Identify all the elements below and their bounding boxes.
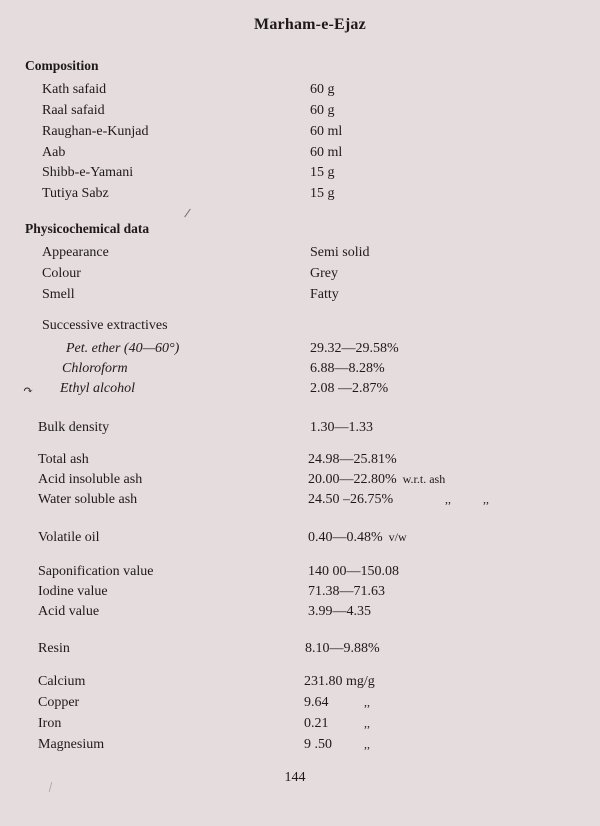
data-row-appearance: [0, 245, 600, 265]
property-label: Colour: [42, 266, 81, 281]
property-value: 24.50 –26.75%: [308, 492, 394, 507]
property-value: 9.64: [304, 695, 329, 710]
property-value: 2.08 —2.87%: [310, 381, 389, 396]
data-row-magnesium: [0, 737, 600, 757]
property-label: Saponification value: [38, 564, 154, 579]
composition-row: [0, 165, 600, 185]
data-row-calcium: [0, 674, 600, 694]
composition-row: [0, 124, 600, 144]
data-row-bulk-density: [0, 420, 600, 440]
property-value: 0.21: [304, 716, 329, 731]
property-label: Acid insoluble ash: [38, 472, 143, 487]
property-value: 71.38—71.63: [308, 584, 385, 599]
property-value: Fatty: [310, 287, 339, 302]
ingredient-amount: 60 g: [310, 82, 335, 97]
section-heading-physicochemical: Physicochemical data: [25, 221, 150, 236]
data-row-ethyl-alcohol: [0, 381, 600, 401]
composition-row: [0, 103, 600, 123]
ingredient-amount: 15 g: [310, 186, 335, 201]
ditto-mark: ,,: [364, 716, 370, 730]
ditto-mark: ,,: [364, 737, 370, 751]
data-row-total-ash: [0, 452, 600, 472]
property-label: Iodine value: [38, 584, 108, 599]
data-row-acid-insoluble-ash: [0, 472, 600, 492]
data-row-pet-ether: [0, 341, 600, 361]
pen-mark: [184, 209, 191, 218]
property-label: Volatile oil: [38, 530, 100, 545]
ingredient-name: Raughan-e-Kunjad: [42, 124, 149, 139]
property-value: 6.88—8.28%: [310, 361, 385, 376]
data-row-successive: [0, 318, 600, 338]
property-value: 3.99—4.35: [308, 604, 371, 619]
property-label: Chloroform: [62, 361, 128, 376]
property-label: Copper: [38, 695, 80, 710]
property-value: Grey: [310, 266, 338, 281]
property-label: Water soluble ash: [38, 492, 138, 507]
data-row-copper: [0, 695, 600, 715]
composition-row: [0, 145, 600, 165]
property-value: 20.00—22.80%: [308, 472, 397, 487]
property-value: 9 .50: [304, 737, 332, 752]
ingredient-name: Shibb-e-Yamani: [42, 165, 134, 180]
value-note: w.r.t. ash: [402, 472, 446, 486]
property-label: Successive extractives: [42, 318, 168, 333]
data-row-water-soluble-ash: [0, 492, 600, 512]
property-value: 0.40—0.48%: [308, 530, 383, 545]
property-value: 1.30—1.33: [310, 420, 373, 435]
ingredient-amount: 60 ml: [310, 145, 343, 160]
ingredient-amount: 60 ml: [310, 124, 343, 139]
property-label: Iron: [38, 716, 62, 731]
data-row-iodine-value: [0, 584, 600, 604]
data-row-colour: [0, 266, 600, 286]
ingredient-name: Tutiya Sabz: [42, 186, 109, 201]
property-label: Acid value: [38, 604, 100, 619]
property-label: Smell: [42, 287, 75, 302]
composition-row: [0, 186, 600, 206]
property-label: Bulk density: [38, 420, 110, 435]
property-value: 29.32—29.58%: [310, 341, 399, 356]
property-label: Ethyl alcohol: [60, 381, 136, 396]
ingredient-amount: 60 g: [310, 103, 335, 118]
ditto-mark: ,,: [483, 492, 489, 506]
section-heading-composition: Composition: [25, 58, 99, 73]
property-value: 24.98—25.81%: [308, 452, 397, 467]
ingredient-name: Kath safaid: [42, 82, 107, 97]
composition-row: [0, 82, 600, 102]
data-row-volatile-oil: [0, 530, 600, 550]
property-label: Pet. ether (40—60°): [66, 341, 180, 356]
page-title: Marham-e-Ejaz: [254, 16, 366, 33]
data-row-iron: [0, 716, 600, 736]
property-label: Magnesium: [38, 737, 105, 752]
value-note: v/w: [388, 530, 407, 544]
page-number: 144: [284, 770, 306, 785]
data-row-acid-value: [0, 604, 600, 624]
property-label: Total ash: [38, 452, 89, 467]
ditto-mark: ,,: [364, 695, 370, 709]
data-row-resin: [0, 641, 600, 661]
property-label: Resin: [38, 641, 70, 656]
margin-mark: ↷: [23, 383, 34, 397]
property-value: 140 00—150.08: [308, 564, 399, 579]
property-value: 231.80 mg/g: [304, 674, 375, 689]
data-row-saponification: [0, 564, 600, 584]
data-row-smell: [0, 287, 600, 307]
property-value: Semi solid: [310, 245, 370, 260]
ingredient-name: Raal safaid: [42, 103, 105, 118]
property-value: 8.10—9.88%: [305, 641, 380, 656]
data-row-chloroform: [0, 361, 600, 381]
property-label: Calcium: [38, 674, 86, 689]
ingredient-name: Aab: [42, 145, 66, 160]
property-label: Appearance: [42, 245, 109, 260]
ingredient-amount: 15 g: [310, 165, 335, 180]
ditto-mark: ,,: [445, 492, 451, 506]
